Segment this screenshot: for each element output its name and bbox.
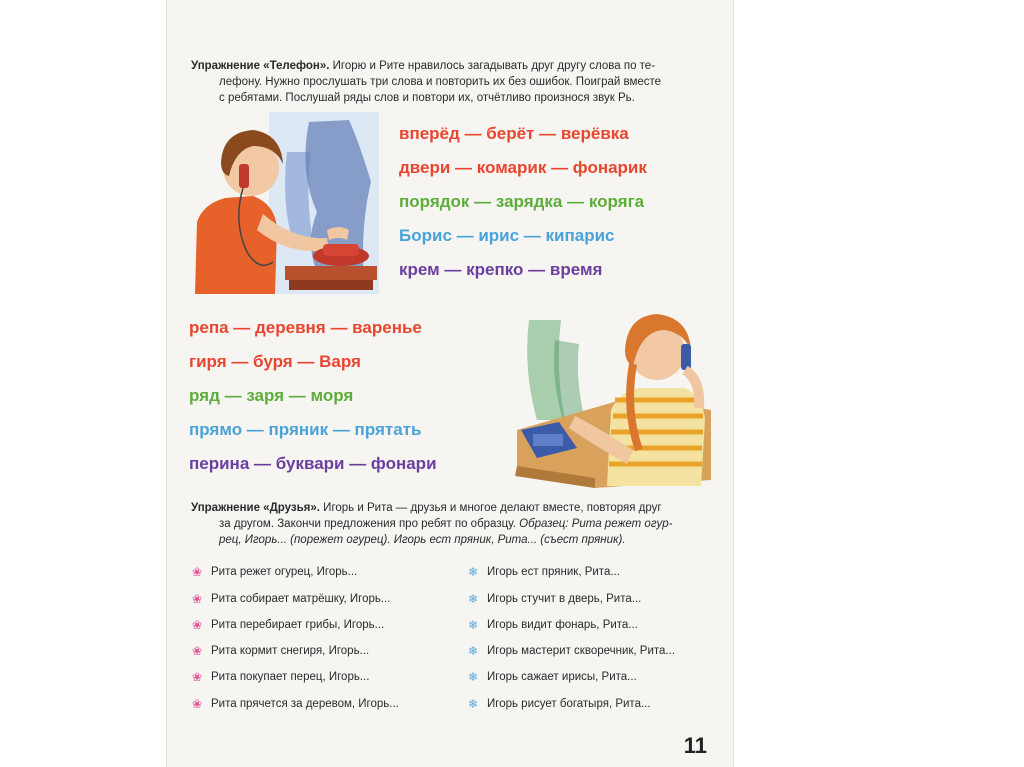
word-row-a-2: двери — комарик — фонарик bbox=[399, 158, 647, 177]
page-number: 11 bbox=[683, 733, 707, 758]
flower-bullet-icon: ❀ bbox=[191, 697, 203, 711]
exercise-telephone-line-1: Игорю и Рите нравилось загадывать друг другу слова по те- bbox=[329, 60, 656, 72]
list-item: ❄ Игорь сажает ирисы, Рита... bbox=[465, 670, 637, 684]
exercise-telephone-title: Упражнение «Телефон». bbox=[191, 60, 330, 72]
list-item: ❀ Рита режет огурец, Игорь... bbox=[189, 565, 357, 579]
list-item: ❀ Рита прячется за деревом, Игорь... bbox=[189, 697, 399, 711]
list-item: ❄ Игорь рисует богатыря, Рита... bbox=[465, 697, 651, 711]
flower-bullet-icon: ❀ bbox=[191, 644, 203, 658]
list-item: ❄ Игорь ест пряник, Рита... bbox=[465, 565, 620, 579]
list-item: ❀ Рита покупает перец, Игорь... bbox=[189, 670, 369, 684]
boy-on-phone-illustration bbox=[189, 112, 379, 294]
list-item: ❀ Рита собирает матрёшку, Игорь... bbox=[189, 592, 390, 606]
word-row-b-5: перина — буквари — фонари bbox=[189, 454, 437, 473]
list-item: ❀ Рита кормит снегиря, Игорь... bbox=[189, 644, 369, 658]
exercise-friends-line-3: рец, Игорь... (порежет огурец). Игорь ест пряник, Рита... (съест пряник). bbox=[219, 534, 626, 546]
exercise-friends-line-2a: за другом. Закончи предложения про ребят по образцу. bbox=[219, 518, 520, 530]
exercise-friends-line-1: Игорь и Рита — друзья и многое делают вместе, повторяя друг bbox=[319, 502, 662, 514]
flower-bullet-icon: ❀ bbox=[191, 670, 203, 684]
flower-bullet-icon: ❀ bbox=[191, 592, 203, 606]
snowflake-bullet-icon: ❄ bbox=[467, 697, 479, 711]
exercise-friends-text bbox=[191, 500, 721, 548]
snowflake-bullet-icon: ❄ bbox=[467, 592, 479, 606]
flower-bullet-icon: ❀ bbox=[191, 618, 203, 632]
word-row-a-5: крем — крепко — время bbox=[399, 260, 603, 279]
snowflake-bullet-icon: ❄ bbox=[467, 644, 479, 658]
workbook-page bbox=[166, 0, 734, 767]
snowflake-bullet-icon: ❄ bbox=[467, 670, 479, 684]
word-row-b-1: репа — деревня — варенье bbox=[189, 318, 422, 337]
word-row-b-3: ряд — заря — моря bbox=[189, 386, 354, 405]
girl-on-phone-illustration bbox=[515, 300, 711, 488]
flower-bullet-icon: ❀ bbox=[191, 565, 203, 579]
snowflake-bullet-icon: ❄ bbox=[467, 565, 479, 579]
exercise-friends-line-2b: Образец: Рита режет огур- bbox=[519, 518, 673, 530]
exercise-telephone-text bbox=[191, 58, 721, 106]
list-item: ❄ Игорь стучит в дверь, Рита... bbox=[465, 592, 641, 606]
word-row-a-1: вперёд — берёт — верёвка bbox=[399, 124, 629, 143]
snowflake-bullet-icon: ❄ bbox=[467, 618, 479, 632]
word-row-b-4: прямо — пряник — прятать bbox=[189, 420, 422, 439]
word-row-a-3: порядок — зарядка — коряга bbox=[399, 192, 645, 211]
exercise-friends-title: Упражнение «Друзья». bbox=[191, 502, 320, 514]
exercise-telephone-line-3: с ребятами. Послушай ряды слов и повтори их, отчётливо произнося звук Рь. bbox=[219, 92, 635, 104]
list-item: ❄ Игорь видит фонарь, Рита... bbox=[465, 618, 638, 632]
word-row-a-4: Борис — ирис — кипарис bbox=[399, 226, 615, 245]
exercise-telephone-line-2: лефону. Нужно прослушать три слова и повторить их без ошибок. Поиграй вместе bbox=[219, 76, 662, 88]
list-item: ❄ Игорь мастерит скворечник, Рита... bbox=[465, 644, 675, 658]
word-row-b-2: гиря — буря — Варя bbox=[189, 352, 361, 371]
list-item: ❀ Рита перебирает грибы, Игорь... bbox=[189, 618, 384, 632]
